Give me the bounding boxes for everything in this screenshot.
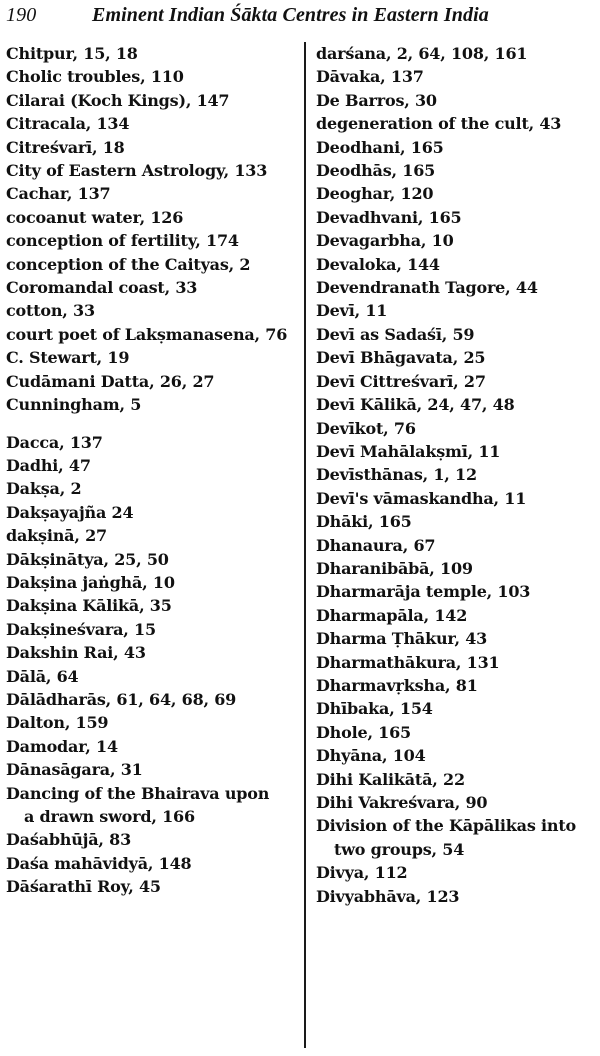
index-entry: Dihi Kalikātā, 22: [316, 769, 465, 789]
index-entry: Dihi Vakreśvara, 90: [316, 793, 488, 812]
index-entry: cocoanut water, 126: [6, 207, 184, 227]
index-entry: Devī Kālikā, 24, 47, 48: [316, 395, 515, 415]
index-entry: Dadhi, 47: [6, 455, 91, 475]
index-entry: Dakṣayajña 24: [6, 502, 134, 522]
index-entry: Cunningham, 5: [6, 395, 142, 415]
index-entry: Dhanaura, 67: [316, 535, 436, 555]
index-entry: Dālā, 64: [6, 666, 79, 686]
index-entry: Devī Mahālakṣmī, 11: [316, 441, 501, 461]
running-title: Eminent Indian Śākta Centres in Eastern India: [92, 4, 489, 26]
index-entry: Dacca, 137: [6, 432, 103, 452]
index-entry: Dākṣinātya, 25, 50: [6, 549, 169, 569]
index-entry: Damodar, 14: [6, 736, 118, 756]
index-entry: De Barros, 30: [316, 90, 437, 110]
index-entry: dakṣinā, 27: [6, 526, 107, 546]
index-entry: Dāśarathī Roy, 45: [6, 877, 161, 897]
index-entry: Devīkot, 76: [316, 418, 416, 438]
index-entry: Deodhani, 165: [316, 137, 444, 157]
index-entry: court poet of Lakṣmanasena, 76: [6, 324, 288, 344]
index-entry: cotton, 33: [6, 301, 95, 321]
index-entry: Dalton, 159: [6, 713, 109, 733]
index-entry: Devī, 11: [316, 301, 388, 321]
index-entry: degeneration of the cult, 43: [316, 114, 562, 134]
index-entry: Daśabhūjā, 83: [6, 830, 132, 850]
index-entry: Dharanibābā, 109: [316, 558, 473, 578]
index-entry: Devī as Sadaśī, 59: [316, 324, 475, 344]
index-entry: Dakṣina jaṅghā, 10: [6, 572, 175, 592]
index-entry: C. Stewart, 19: [6, 348, 130, 368]
index-entry: Devagarbha, 10: [316, 231, 454, 251]
index-entry: Citreśvarī, 18: [6, 137, 125, 157]
index-entry: Divyabhāva, 123: [316, 886, 460, 906]
index-entry: Devīsthānas, 1, 12: [316, 465, 477, 485]
index-entry-continuation: two groups, 54: [334, 839, 465, 859]
index-entry: Dālādharās, 61, 64, 68, 69: [6, 689, 237, 709]
index-entry: Dakṣineśvara, 15: [6, 619, 156, 639]
index-entry: Deodhās, 165: [316, 161, 436, 181]
index-entry: Dhībaka, 154: [316, 699, 433, 719]
index-column-left: [6, 42, 304, 908]
index-entry: Devaloka, 144: [316, 254, 440, 274]
index-entry: Devendranath Tagore, 44: [316, 278, 538, 298]
index-entry: Devī Cittreśvarī, 27: [316, 371, 486, 391]
index-entry: Dhyāna, 104: [316, 746, 426, 766]
index-entry: Dakṣa, 2: [6, 479, 82, 499]
index-entry: Dhāki, 165: [316, 512, 412, 532]
index-entry: Dharmapāla, 142: [316, 605, 468, 625]
index-entry: Cachar, 137: [6, 184, 111, 204]
page-header: [6, 0, 586, 34]
index-entry: Dānasāgara, 31: [6, 760, 143, 780]
index-entry: Dharma Ṭhākur, 43: [316, 629, 488, 649]
page-number: 190: [6, 4, 37, 26]
index-entry: Cilarai (Koch Kings), 147: [6, 90, 230, 110]
index-entry: Dharmathākura, 131: [316, 652, 500, 672]
index-entry: Dancing of the Bhairava upon: [6, 783, 270, 803]
index-entry: Dakshin Rai, 43: [6, 643, 146, 663]
index-entry: Division of the Kāpālikas into: [316, 816, 576, 836]
index-entry: Dhole, 165: [316, 722, 411, 742]
index-column-right: [304, 42, 586, 908]
index-entry: Dharmarāja temple, 103: [316, 582, 531, 602]
index-entry: Coromandal coast, 33: [6, 278, 198, 298]
index-entry: Devadhvani, 165: [316, 207, 462, 227]
index-entry: Cudāmani Datta, 26, 27: [6, 371, 215, 391]
index-entry: City of Eastern Astrology, 133: [6, 161, 268, 181]
index-entry: Deoghar, 120: [316, 184, 434, 204]
index-entry: Dakṣina Kālikā, 35: [6, 596, 172, 616]
index-entry-continuation: a drawn sword, 166: [24, 807, 195, 826]
index-entry: conception of fertility, 174: [6, 231, 239, 251]
index-columns: [6, 42, 586, 908]
index-entry: Devī's vāmaskandha, 11: [316, 488, 527, 508]
index-entry: conception of the Caityas, 2: [6, 254, 251, 274]
index-entry: Dharmavṛksha, 81: [316, 675, 478, 695]
index-entry: Daśa mahāvidyā, 148: [6, 853, 192, 873]
index-entry: Dāvaka, 137: [316, 67, 424, 87]
index-entry: Divya, 112: [316, 863, 408, 883]
index-entry: Citracala, 134: [6, 114, 130, 134]
index-entry: Cholic troubles, 110: [6, 67, 184, 87]
index-entry: darśana, 2, 64, 108, 161: [316, 44, 528, 63]
index-entry: Devī Bhāgavata, 25: [316, 348, 486, 368]
index-entry: Chitpur, 15, 18: [6, 44, 138, 63]
